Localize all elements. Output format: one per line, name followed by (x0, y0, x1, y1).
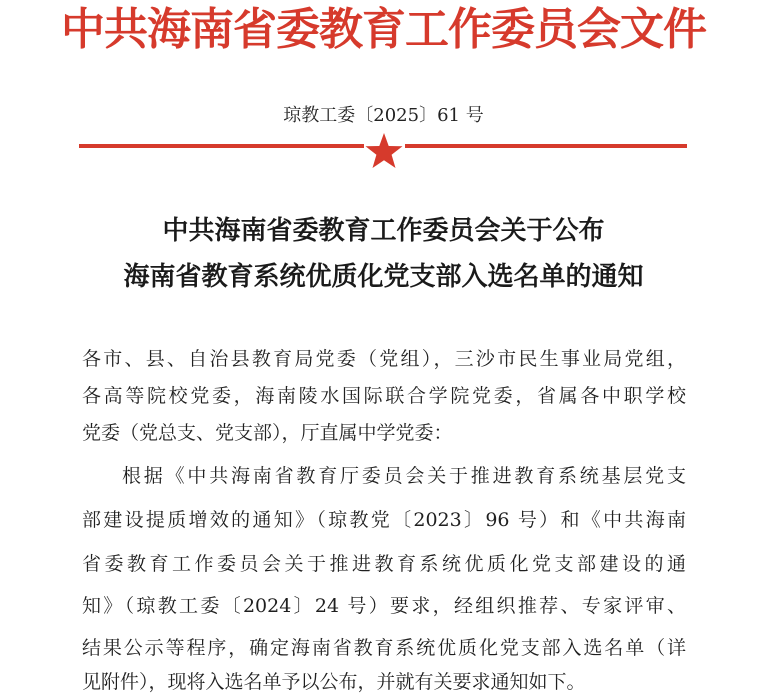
notice-title-line-2: 海南省教育系统优质化党支部入选名单的通知 (123, 262, 644, 292)
body-paragraph-line-1: 根据《中共海南省教育厅委员会关于推进教育系统基层党支 (122, 465, 686, 487)
body-paragraph-line-3: 省委教育工作委员会关于推进教育系统优质化党支部建设的通 (82, 553, 686, 575)
recipients-line-1: 各市、县、自治县教育局党委（党组），三沙市民生事业局党组， (82, 348, 686, 370)
recipients-line-2: 各高等院校党委，海南陵水国际联合学院党委，省属各中职学校 (82, 385, 686, 407)
recipients-line-3: 党委（党总支、党支部），厅直属中学党委： (82, 422, 453, 444)
red-divider-right (405, 144, 687, 148)
body-paragraph-line-6: 见附件），现将入选名单予以公布，并就有关要求通知如下。 (82, 671, 586, 693)
star-icon (364, 131, 404, 171)
document-header-title: 中共海南省委教育工作委员会文件 (61, 4, 706, 55)
notice-title-line-1: 中共海南省委教育工作委员会关于公布 (162, 216, 605, 246)
body-paragraph-line-4: 知》（琼教工委〔2024〕24 号）要求，经组织推荐、专家评审、 (82, 595, 686, 617)
document-number: 琼教工委〔2025〕61 号 (283, 105, 484, 126)
red-divider-left (79, 144, 364, 148)
body-paragraph-line-5: 结果公示等程序，确定海南省教育系统优质化党支部入选名单（详 (82, 637, 686, 659)
body-paragraph-line-2: 部建设提质增效的通知》（琼教党〔2023〕96 号）和《中共海南 (82, 509, 686, 531)
